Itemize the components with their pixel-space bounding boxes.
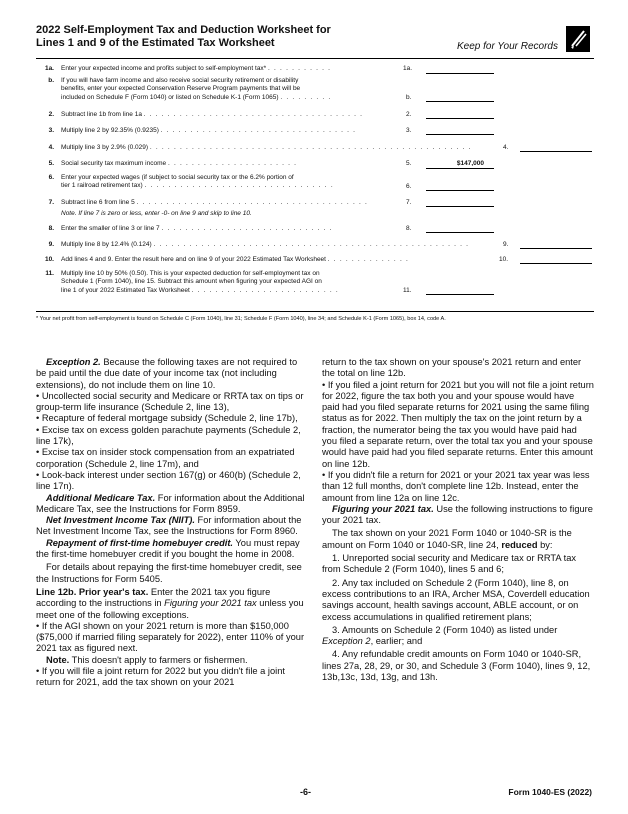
list-item: 4. Any refundable credit amounts on Form 1040 or 1040-SR, lines 27a, 28, 29, or 30, and Schedule 3 (Form 1040), lines 9, 12, 13b,13c, 13d, 13g, and 13h. <box>322 649 591 683</box>
row-label: 10. <box>499 256 509 263</box>
row-text: Enter your expected income and profits subject to self-employment tax* . . . . . . . . . . . <box>61 65 332 72</box>
row-number: 10. <box>44 256 54 263</box>
repayment-details: For details about repaying the first-time homebuyer credit, see the Instructions for Form 5405. <box>36 562 302 584</box>
row-text: line 1 of your 2022 Estimated Tax Worksheet . . . . . . . . . . . . . . . . . . . . . . . . . <box>61 286 339 294</box>
row-text: Multiply line 3 by 2.9% (0.029) . . . . . . . . . . . . . . . . . . . . . . . . . . . . . . . . . . . . . . . . . . . . . . . . . . . . . . <box>61 144 472 151</box>
figuring-2021-paragraph: Figuring your 2021 tax. Use the following instructions to figure your 2021 tax. <box>322 503 593 526</box>
amount-field <box>426 168 494 169</box>
row-text: Enter your expected wages (if subject to social security tax or the 6.2% portion of <box>61 174 294 181</box>
row-label: b. <box>406 94 412 101</box>
row-number: 4. <box>48 144 54 151</box>
bullet-item: • If you filed a joint return for 2021 but you will not file a joint return for 2022, figure the tax both you and your spouse would have paid had you filed separate returns for 2021 using the same filing status as for 2022. Then multiply the tax on the joint return by a fraction, the numerator being the tax you would have paid had you filed a separate return, over the total tax you and your spouse would have paid had you filed separate returns. Enter this amount on line 12b. <box>322 379 594 469</box>
row-text: tier 1 railroad retirement tax) . . . . . . . . . . . . . . . . . . . . . . . . . . . . . . . . <box>61 182 334 190</box>
amount-field[interactable] <box>426 232 494 233</box>
worksheet-rows <box>36 59 594 321</box>
row-label: 4. <box>503 144 509 151</box>
bullet-item: • If the AGI shown on your 2021 return is more than $150,000 ($75,000 if married filing separately for 2022), enter 110% of your 2021 tax as figured next. <box>36 620 305 654</box>
row-label: 5. <box>406 160 412 167</box>
row-number: 1a. <box>44 65 54 72</box>
amount-field[interactable] <box>426 134 494 135</box>
bullet-item: • Excise tax on insider stock compensation from an expatriated corporation (Schedule 2, line 17m), and <box>36 447 295 469</box>
intro-paragraph: The tax shown on your 2021 Form 1040 or 1040-SR is the amount on Form 1040 or 1040-SR, line 24, reduced by: <box>322 528 572 550</box>
row-number: 2. <box>48 111 54 118</box>
page-number: -6- <box>300 787 311 797</box>
row-label: 11. <box>403 287 412 294</box>
bullet-item: • Look-back interest under section 167(g) or 460(b) (Schedule 2, line 17n). <box>36 469 301 492</box>
bullet-item: • If you will file a joint return for 2022 but you didn't file a joint return for 2021, add the tax shown on your 2021 <box>36 666 285 688</box>
worksheet-title-line1: 2022 Self-Employment Tax and Deduction Worksheet for <box>36 24 331 36</box>
continued-paragraph: return to the tax shown on your spouse's 2021 return and enter the total on line 12b. <box>322 357 582 379</box>
left-column <box>36 357 308 689</box>
list-item: 2. Any tax included on Schedule 2 (Form 1040), line 8, on excess contributions to an IRA, Archer MSA, Coverdell education savings account, health savings account, ABLE account, or on excess accumulations in qualified retirement plans; <box>322 577 590 622</box>
amount-field[interactable] <box>520 151 592 152</box>
worksheet-title-line2: Lines 1 and 9 of the Estimated Tax Worksheet <box>36 37 275 49</box>
keep-for-records: Keep for Your Records <box>457 41 558 52</box>
right-column <box>322 357 594 683</box>
ss-max-value: $147,000 <box>456 160 484 167</box>
row-text: Subtract line 6 from line 5 . . . . . . . . . . . . . . . . . . . . . . . . . . . . . . . . . . . . . . . <box>61 199 368 206</box>
row-number: b. <box>48 77 54 84</box>
amount-field[interactable] <box>426 294 494 295</box>
bullet-item: • Recapture of federal mortgage subsidy (Schedule 2, line 17b), <box>36 413 298 424</box>
row-label: 9. <box>503 241 509 248</box>
line-12b-paragraph: Line 12b. Prior year's tax. Enter the 2021 tax you figure according to the instructions in Figuring your 2021 tax unless you meet one of the following exceptions. <box>36 586 304 620</box>
worksheet-header <box>36 24 594 59</box>
row-text: Note. If line 7 is zero or less, enter -0- on line 9 and skip to line 10. <box>61 210 252 217</box>
worksheet-footnote: * Your net profit from self-employment is found on Schedule C (Form 1040), line 31; Schedule F (Form 1040), line 34; and Schedule K-1 (Form 1065), box 14, code A. <box>36 311 594 323</box>
form-identifier: Form 1040-ES (2022) <box>508 787 592 797</box>
row-number: 7. <box>48 199 54 206</box>
row-label: 7. <box>406 199 412 206</box>
row-number: 6. <box>48 174 54 181</box>
row-text: Subtract line 1b from line 1a . . . . . . . . . . . . . . . . . . . . . . . . . . . . . . . . . . . . . <box>61 111 364 118</box>
list-item: 3. Amounts on Schedule 2 (Form 1040) as listed under Exception 2, earlier; and <box>322 624 558 647</box>
exception-2-paragraph: Exception 2. Because the following taxes are not required to be paid until the due date of your income tax (not including extensions), do not include them on line 10. <box>36 357 298 390</box>
bullet-item: • Uncollected social security and Medicare or RRTA tax on tips or group-term life insurance (Schedule 2, line 13), <box>36 390 304 413</box>
row-text: Add lines 4 and 9. Enter the result here and on line 9 of your 2022 Estimated Tax Worksheet . . . . . . . . . . . . . . <box>61 256 409 263</box>
niit-paragraph: Net Investment Income Tax (NIIT). For information about the Net Investment Income Tax, see the Instructions for Form 8960. <box>36 515 302 537</box>
amount-field[interactable] <box>426 101 494 102</box>
row-label: 6. <box>406 183 412 190</box>
amount-field[interactable] <box>426 73 494 74</box>
bullet-item: • If you didn't file a return for 2021 or your 2021 tax year was less than 12 full months, don't complete line 12b. Instead, enter the amount from line 12a on line 12c. <box>322 469 590 503</box>
row-number: 11. <box>45 270 54 277</box>
row-label: 8. <box>406 225 412 232</box>
repayment-paragraph: Repayment of first-time homebuyer credit. You must repay the first-time homebuyer credit if you bought the home in 2008. <box>36 537 300 560</box>
note-paragraph: Note. This doesn't apply to farmers or fishermen. <box>46 654 248 665</box>
row-text: Enter the smaller of line 3 or line 7 . . . . . . . . . . . . . . . . . . . . . . . . . . . . . <box>61 225 333 232</box>
scissors-icon <box>566 26 590 52</box>
amount-field[interactable] <box>520 248 592 249</box>
worksheet <box>36 24 594 321</box>
amount-field[interactable] <box>426 206 494 207</box>
row-text: benefits, enter your expected Conservation Reserve Program payments that will be <box>61 85 301 93</box>
row-label: 2. <box>406 111 412 118</box>
row-number: 3. <box>48 127 54 134</box>
row-number: 5. <box>48 160 54 167</box>
row-number: 8. <box>48 225 54 232</box>
additional-medicare-paragraph: Additional Medicare Tax. For information about the Additional Medicare Tax, see the Instructions for Form 8959. <box>36 492 305 514</box>
row-text: Multiply line 10 by 50% (0.50). This is your expected deduction for self-employment tax on <box>61 270 320 277</box>
row-number: 9. <box>48 241 54 248</box>
row-text: Schedule 1 (Form 1040), line 15. Subtract this amount when figuring your expected AGI on <box>61 278 322 286</box>
row-label: 1a. <box>403 65 413 72</box>
row-text: Multiply line 8 by 12.4% (0.124) . . . . . . . . . . . . . . . . . . . . . . . . . . . . . . . . . . . . . . . . . . . . . . . . . . . . . <box>61 241 470 248</box>
amount-field[interactable] <box>426 118 494 119</box>
row-text: included on Schedule F (Form 1040) or listed on Schedule K-1 (Form 1065) . . . . . . . . . <box>61 93 332 101</box>
row-text: If you will have farm income and also receive social security retirement or disability <box>61 77 299 84</box>
amount-field[interactable] <box>426 190 494 191</box>
row-text: Multiply line 2 by 92.35% (0.9235) . . . . . . . . . . . . . . . . . . . . . . . . . . . . . . . . . <box>61 127 357 134</box>
bullet-item: • Excise tax on excess golden parachute payments (Schedule 2, line 17k), <box>36 424 301 447</box>
row-text: Social security tax maximum income . . . . . . . . . . . . . . . . . . . . . . <box>61 160 298 167</box>
amount-field[interactable] <box>520 263 592 264</box>
list-item: 1. Unreported social security and Medicare tax or RRTA tax from Schedule 2 (Form 1040), lines 5 and 6; <box>322 553 577 575</box>
row-label: 3. <box>406 127 412 134</box>
